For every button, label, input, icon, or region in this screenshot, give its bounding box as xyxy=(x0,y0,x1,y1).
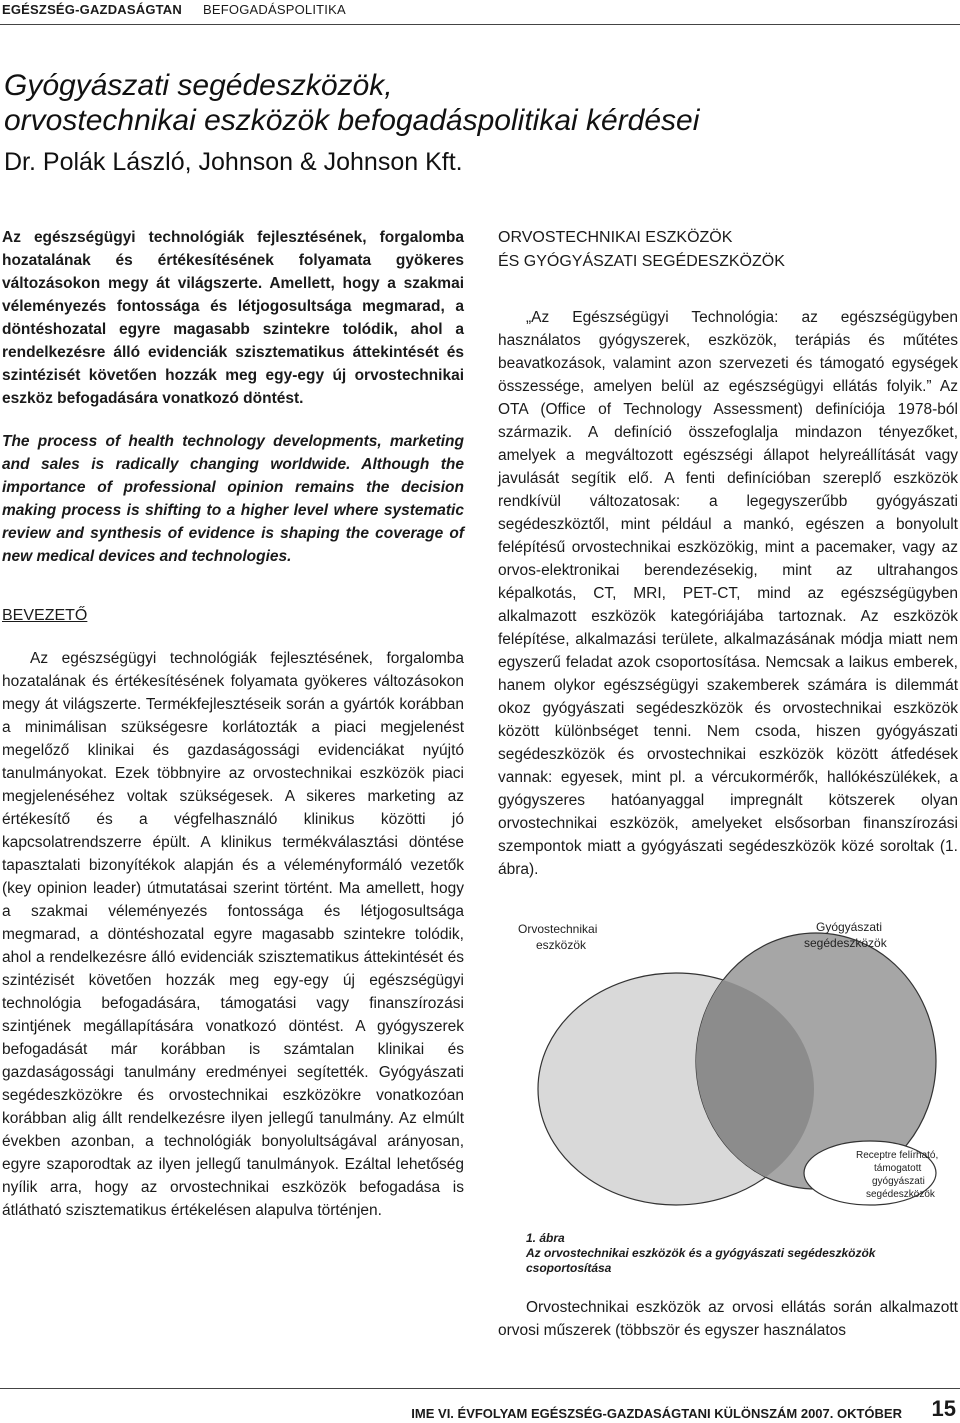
right-column xyxy=(498,226,958,1342)
section2-heading-line-2: ÉS GYÓGYÁSZATI SEGÉDESZKÖZÖK xyxy=(498,253,785,270)
figure-caption-number: 1. ábra xyxy=(526,1231,565,1245)
section2-tail-paragraph: Orvostechnikai eszközök az orvosi ellátás során alkalmazott orvosi műszerek (többször és egyszer használatos xyxy=(498,1299,958,1339)
figure-caption-text: Az orvostechnikai eszközök és a gyógyászati segédeszközök csoportosítása xyxy=(526,1246,876,1275)
title-line-1: Gyógyászati segédeszközök, xyxy=(4,69,393,102)
section2-paragraph: „Az Egészségügyi Technológia: az egészségügyben használatos gyógyszerek, eszközök, terápiás és műtétes beavatkozások, valamint azon szervezeti és támogató egységek összessége, amelyen belül az egészségügyi ellátás folyik.” Az OTA (Office of Technology Assessment) definíciója 1978-ból származik. A definíció összefoglalja mindazon tényezőket, amelyek a megváltozott egészségi állapot helyreállítását vagy javulását segítik elő. A fenti definícióban szereplő eszközök rendkívül változatosak: a legegyszerűbb gyógyászati segédeszköztől, mint például a mankó, egészen a bonyolult felépítésű orvostechnikai eszközökig, mint a pacemaker, vagy az orvos-elektronikai berendezésekig, mint az ultrahangos képalkotás, CT, MRI, PET-CT, mind az egészségügyben alkalmazott eszközök kategóriájába tartoznak. Az eszközök felépítése, alkalmazási területe, alkalmazásának módja miatt nem egyszerű feladat azok csoportosítása. Nemcsak a laikus emberek, hanem olykor egészségügyi szakemberek számára is dilemmát okoz gyógyászati segédeszközök és orvostechnikai eszközök között különbséget tenni. Nem csoda, hiszen gyógyászati segédeszközök és orvostechnikai eszközök között átfedések vannak: egyesek, mint pl. a vércukormérők, hallókészülékek, a gyógyszeres hatóanyaggal impregnált kötszerek olyan orvostechnikai eszközök, amelyeket elsősorban finanszírozási szempontok miatt a gyógyászati segédeszközök közé soroltak (1. ábra). xyxy=(498,309,958,878)
page-number: 15 xyxy=(931,1396,956,1421)
header-section: EGÉSZSÉG-GAZDASÁGTAN xyxy=(2,2,182,17)
label-bottom-line-4: segédeszközök xyxy=(866,1189,935,1200)
label-bottom-line-2: támogatott xyxy=(874,1163,922,1174)
label-left-line-2: eszközök xyxy=(536,938,587,952)
abstract-english: The process of health technology developments, marketing and sales is radically changing worldwide. Although the importance of professional opinion remains the decision making process is shifting to a higher level where systematic review and synthesis of evidence is shaping the coverage of new medical devices and technologies. xyxy=(2,433,464,565)
footer-rule xyxy=(0,1388,960,1389)
header-subsection: BEFOGADÁSPOLITIKA xyxy=(203,2,346,17)
label-bottom-line-1: Receptre felírható, xyxy=(856,1150,939,1161)
venn-diagram xyxy=(498,911,958,1211)
running-header xyxy=(0,0,960,26)
figure-caption xyxy=(498,1231,958,1276)
section2-heading xyxy=(498,226,958,274)
intro-paragraph: Az egészségügyi technológiák fejlesztésének, forgalomba hozatalának és értékesítésének folyamata gyökeres változásokon megy át világszerte. Termékfejlesztéseik során a gyártók korábban a minimálisan szükségesre korlátozták a piaci megjelenést megelőző klinikai és gazdaságossági evidenciákat nyújtó tanulmányokat. Ezek többnyire az orvostechnikai eszközök piaci megjelenéséhez voltak szükségesek. A sikeres marketing az értékesítő és a végfelhasználó klinikus közötti jó kapcsolatrendszerre épült. A klinikus termékválasztási döntése tapasztalati bizonyítékok alapján és a véleményformáló vezetők (key opinion leader) útmutatásai szerint történt. Ma amellett, hogy a szakmai véleményezés fontossága és létjogosultsága megmarad, a döntéshozatal egyre magasabb szintekre tolódik, ahol a rendelkezésre álló evidenciák szisztematikus áttekintését és szintézisét követően hozzák meg egy-egy új egészségügyi technológia befogadására, támogatási vagy finanszírozási szintjének megállapítására vonatkozó döntést. A gyógyszerek befogadását már korábban is számtalan klinikai és gazdaságossági tanulmány eredményei segítették. Gyógyászati segédeszközökre és orvostechnikai eszközökre vonatkozóan korábban alig állt rendelkezésre ilyen jellegű tanulmány. Az elmúlt években azonban, a technológiák bonyolultságával arányosan, egyre szaporodtak az ilyen jellegű tanulmányok. Ezáltal lehetőség nyílik arra, hogy az orvostechnikai eszközök befogadása is átlátható szisztematikus értékelésen alapulva történjen. xyxy=(2,650,464,1219)
section2-heading-line-1: ORVOSTECHNIKAI ESZKÖZÖK xyxy=(498,229,733,246)
label-right-line-1: Gyógyászati xyxy=(816,920,883,934)
figure-venn-diagram xyxy=(498,911,958,1211)
title-line-2: orvostechnikai eszközök befogadáspolitikai kérdései xyxy=(4,104,700,137)
footer-journal: IME VI. ÉVFOLYAM EGÉSZSÉG-GAZDASÁGTANI KÜLÖNSZÁM 2007. OKTÓBER xyxy=(411,1406,902,1421)
left-column xyxy=(2,226,464,1222)
header-rule xyxy=(0,24,960,25)
label-right-line-2: segédeszközök xyxy=(804,936,887,950)
article-title xyxy=(4,68,944,138)
intro-heading: BEVEZETŐ xyxy=(2,607,88,624)
page-footer xyxy=(0,1388,960,1423)
abstract-hungarian: Az egészségügyi technológiák fejlesztésének, forgalomba hozatalának és értékesítésének folyamata gyökeres változásokon megy át világszerte. Amellett, hogy a szakmai véleményezés fontossága és létjogosultsága megmarad, a döntéshozatal egyre magasabb szintekre tolódik, ahol a rendelkezésre álló evidenciák szisztematikus áttekintését és szintézisét követően hozzák meg egy-egy új orvostechnikai eszköz befogadására vonatkozó döntést. xyxy=(2,229,464,407)
label-bottom-line-3: gyógyászati xyxy=(872,1176,925,1187)
label-left-line-1: Orvostechnikai xyxy=(518,922,598,936)
article-author: Dr. Polák László, Johnson & Johnson Kft. xyxy=(4,148,463,176)
